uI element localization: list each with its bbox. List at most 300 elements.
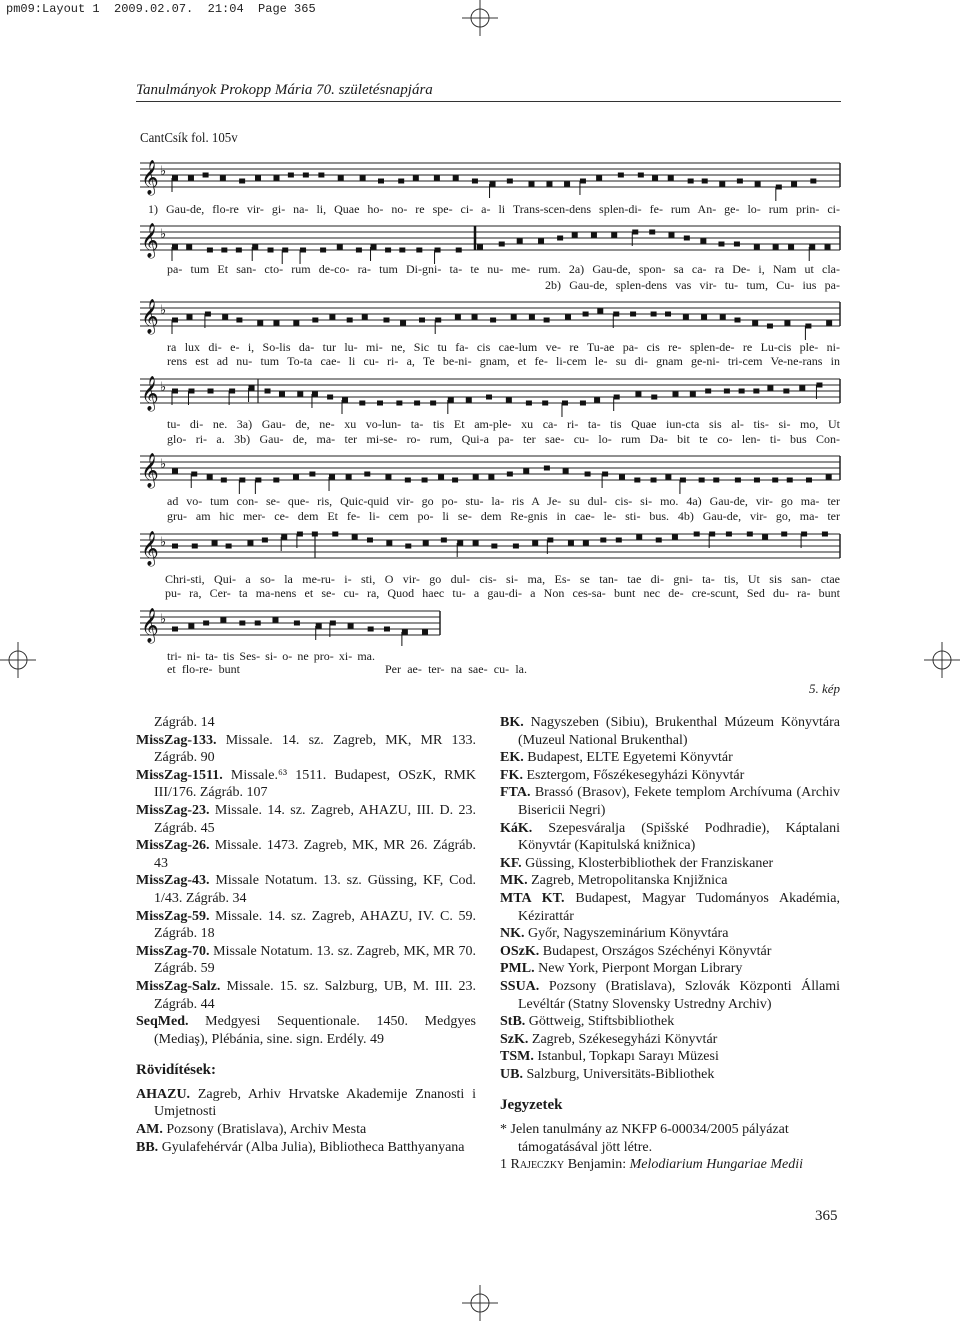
footnote [500,1121,840,1156]
neume-note [705,389,711,394]
neume-note [709,532,715,537]
abbreviations-heading: Rövidítések: [136,1062,216,1079]
flat-icon: ♭ [160,612,167,627]
entry-key: FK. [500,767,523,783]
neume-note [506,398,512,403]
flat-icon: ♭ [160,380,167,395]
neume-note [473,475,479,480]
reference-entry [500,767,840,785]
neume-note [651,312,657,317]
neume-note [507,472,513,477]
neume-note [329,315,335,320]
neume-note [288,173,294,178]
neume-note [172,627,178,632]
neume-note [747,532,753,537]
neume-note [613,312,619,317]
neume-note [293,475,299,480]
neume-note [517,239,523,244]
neume-note [438,475,444,480]
neume-note [268,248,274,253]
neume-note [799,386,805,391]
neume-note [636,535,642,540]
lyric-line: tri- ni- ta- tis Ses- si- o- ne pro- xi- ma. [167,649,375,663]
entry-key: MissZag-43. [136,873,210,889]
entry-text: Pozsony (Bratislava), Archiv Mesta [166,1122,367,1138]
neume-note [557,236,563,241]
treble-clef-icon: 𝄞 [141,299,159,334]
entry-text: Budapest, ELTE Egyetemi Könyvtár [527,750,733,766]
neume-note [564,182,570,187]
entry-key: MK. [500,873,528,889]
entry-key: PML. [500,961,535,977]
entry-text: New York, Pierpont Morgan Library [538,961,743,977]
reference-entry [136,1139,476,1157]
neume-note [172,318,178,323]
neume-note [600,538,606,543]
neume-note [455,315,461,320]
neume-note [434,176,440,181]
neume-note [632,230,638,235]
neume-note [453,176,459,181]
neume-note [422,478,428,483]
entry-key: KáK. [500,820,533,836]
entry-text: Göttweig, Stiftsbibliothek [528,1014,675,1030]
neume-note [186,315,192,320]
lyric-line: pa- tum Et san- cto- rum de-co- ra- tum Di-gni- ta- te nu- me- rum. 2a) Gau-de, spon- sa ca- ra De- i, Nam ut cla- [167,262,840,276]
reference-entry [500,1013,840,1031]
neume-note [762,535,768,540]
neume-note [205,312,211,317]
abbreviations-column [500,714,840,1174]
neume-note [356,248,362,253]
print-slug: pm09:Layout 1 2009.02.07. 21:04 Page 365 [6,2,316,16]
neume-note [826,321,832,326]
neume-note [538,239,544,244]
neume-note [580,179,586,184]
neume-note [279,392,285,397]
neume-note [726,532,732,537]
entry-text: Nagyszeben (Sibiu), Brukenthal Múzeum Könyvtára (Muzeul National Brukenthal) [518,715,841,748]
neume-note [402,630,408,635]
neume-note [282,248,288,253]
footnote-mark: 1 [500,1157,507,1173]
neume-note [316,624,322,629]
reference-entry [500,749,840,767]
neume-note [568,541,574,546]
entry-key: MissZag-23. [136,802,210,818]
neume-note [652,176,658,181]
neume-note [273,176,279,181]
neume-note [297,532,303,537]
flat-icon: ♭ [160,164,167,179]
neume-note [684,236,690,241]
entry-text: Brassó (Brasov), Fekete templom Archívuma (Archiv Bisericii Negri) [518,785,841,818]
entry-key: KF. [500,855,522,871]
neume-note [384,627,390,632]
page-number: 365 [815,1208,838,1224]
lyric-line: ra lux di- e- i, So-lis da- tur lu- mi- ne, Sic tu fa- cis cae-lum ve- re Tu-ae pa- cis re- splen-de- re Lu-cis ple- ni- [167,340,840,354]
neume-note [690,392,696,397]
neume-note [430,401,436,406]
neume-note [332,532,338,537]
neume-note [547,538,553,543]
entry-key: AM. [136,1122,163,1138]
neume-note [806,478,812,483]
neume-note [368,627,374,632]
neume-note [801,532,807,537]
neume-note [221,478,227,483]
neume-note [346,475,352,480]
neume-note [583,312,589,317]
neume-note [172,245,178,250]
neume-note [220,618,226,623]
entry-text: Missale. 14. sz. Zagreb, AHAZU, IV. C. 59. Zágráb. 18 [154,908,476,942]
neume-note [700,239,706,244]
entry-text: Istanbul, Topkapı Sarayı Müzesi [537,1049,719,1065]
neume-note [734,318,740,323]
reference-entry [500,1066,840,1084]
neume-note [472,315,478,320]
neume-note [529,315,535,320]
neume-note [312,532,318,537]
neume-note [419,318,425,323]
neume-note [702,179,708,184]
reference-entry [136,978,476,1013]
neume-note [371,245,377,250]
neume-note [787,478,793,483]
reference-entry [136,732,476,767]
entry-text: Gyulafehérvár (Alba Julia), Bibliotheca Batthyanyana [161,1139,465,1155]
neume-note [338,176,344,181]
neume-note [360,176,366,181]
neume-note [591,233,597,238]
neume-note [367,538,373,543]
treble-clef-icon: 𝄞 [141,453,159,488]
neume-note [490,318,496,323]
neume-note [383,318,389,323]
entry-text: Esztergom, Főszékesegyházi Könyvtár [526,767,745,783]
neume-note [413,176,419,181]
neume-note [781,532,787,537]
reference-continuation: Zágráb. 14 [154,715,215,730]
entry-key: SSUA. [500,978,540,994]
reference-entry [500,855,840,873]
neume-note [226,544,232,549]
neume-note [791,182,797,187]
neume-note [630,312,636,317]
neume-note [414,401,420,406]
neume-note [651,478,657,483]
neume-note [490,182,496,187]
neume-note [405,544,411,549]
footnote-title: Melodiarium Hungariae Medii [629,1157,804,1173]
reference-entry [500,1031,840,1049]
neume-note [400,321,406,326]
neume-note [614,395,620,400]
neume-note [486,395,492,400]
footnote-author: Rajeczky [510,1157,565,1173]
neume-note [472,179,478,184]
entry-key: BB. [136,1139,159,1155]
lyric-line: rens est ad nu- tum To-ta cae- li cu- ri- a, Te be-ni- gnam, et fe- li-cem le- su di- gnam ge-ni- tri-cem Ve-ne-rans in [167,354,840,368]
neume-note [448,398,454,403]
neume-note [399,248,405,253]
neume-note [466,398,472,403]
entry-key: NK. [500,926,525,942]
neume-note [713,478,719,483]
neume-note [435,318,441,323]
neume-note [477,245,483,250]
figure-caption: 5. kép [808,681,840,696]
neume-note [618,173,624,178]
neume-note [300,248,306,253]
reference-entry [500,960,840,978]
treble-clef-icon: 𝄞 [141,531,159,566]
neume-note [672,392,678,397]
neume-note [542,401,548,406]
entry-key: MissZag-Salz. [136,978,221,994]
entry-key: OSzK. [500,943,540,959]
neume-note [572,233,578,238]
neume-note [544,466,550,471]
neume-note [546,182,552,187]
neume-note [257,321,263,326]
neume-note [172,469,178,474]
neume-note [649,230,655,235]
neume-note [272,618,278,623]
entry-key: MissZag-133. [136,732,217,748]
neume-note [281,535,287,540]
neume-note [236,318,242,323]
entry-text: Zagreb, Székesegyházi Könyvtár [531,1031,718,1047]
flat-icon: ♭ [160,457,167,472]
entry-text: Missale. 14. sz. Zagreb, AHAZU, III. D. 23. Zágráb. 45 [154,802,476,836]
footnote [500,1156,840,1174]
footnote-mark: * [500,1122,507,1138]
lyric-line: et flo-re- bunt [167,662,240,676]
reference-entry [136,1086,476,1121]
entry-key: AHAZU. [136,1086,191,1102]
neume-note [753,389,759,394]
neume-note [513,544,519,549]
neume-note [265,389,271,394]
lyric-line: Chri-sti, Qui- a so- la me-ru- i- sti, O vir- go dul- cis- si- ma, Es- se tan- tae di- gni- ta- tis, Ut sis san- ctae [165,572,840,586]
neume-note [596,176,602,181]
neume-note [694,532,700,537]
neume-note [255,478,261,483]
neume-note [526,401,532,406]
neume-note [583,541,589,546]
lyric-line: pu- ra, Cer- ta ma-nens et se- cu- ra, Quod haec tu- a gau-di- a Non ces-sa- bunt nec de- cre-scunt, Sed du- ra- bunt [165,586,840,600]
neume-note [563,469,569,474]
neume-note [767,324,773,329]
neume-note [203,621,209,626]
neume-note [826,475,832,480]
reference-entry [500,714,840,749]
entry-text: Zagreb, Arhiv Hrvatske Akademije Znanosti i Umjetnosti [154,1086,476,1120]
neume-note [634,478,640,483]
entry-text: Salzburg, Universitäts-Bibliothek [526,1066,715,1082]
neume-note [348,624,354,629]
neume-note [396,401,402,406]
neume-note [456,248,462,253]
neume-note [665,475,671,480]
neume-note [772,478,778,483]
reference-entry [500,820,840,855]
running-head: Tanulmányok Prokopp Mária 70. születésnapjára [136,82,433,98]
entry-text: Budapest, Magyar Tudományos Akadémia, Kézirattár [518,890,840,924]
entry-text: Missale. 15. sz. Salzburg, UB, M. III. 23. Zágráb. 44 [154,978,476,1012]
entry-text: Güssing, Klosterbibliothek der Franziskaner [525,855,774,871]
neume-note [405,478,411,483]
neume-note [435,248,441,253]
reference-entry [136,837,476,872]
reference-entry [136,1121,476,1139]
neume-note [188,176,194,181]
entry-key: EK. [500,750,524,766]
neume-note [342,398,348,403]
reference-entry [136,943,476,978]
neume-note [665,312,671,317]
neume-note [385,248,391,253]
neume-note [473,541,479,546]
lyric-line: 1) Gau-de, flo-re vir- gi- na- li, Quae ho- no- re spe- ci- a- li Trans-scen-dens splen-di- fe- rum An- ge- lo- rum prin- ci- [148,202,840,216]
entry-text: Szepesváralja (Spišské Podhradie), Káptalani Könyvtár (Kapitulská knižnica) [518,820,841,854]
neume-note [638,173,644,178]
neume-note [611,233,617,238]
neume-note [352,535,358,540]
neume-note [318,173,324,178]
reference-entry [136,1013,476,1048]
neume-note [635,392,641,397]
neume-note [220,176,226,181]
entry-text: Missale. 1473. Zagreb, MK, MR 26. Zágráb. 43 [154,838,476,871]
neume-note [825,245,831,250]
neume-note [416,248,422,253]
neume-note [597,309,603,314]
neume-note [386,541,392,546]
neume-note [255,621,261,626]
neume-note [734,242,740,247]
neume-note [247,541,253,546]
neume-note [488,475,494,480]
figure-source: CantCsík fol. 105v [140,131,238,146]
neume-note [491,544,497,549]
reference-entry [500,890,840,925]
reference-entry [500,978,840,1013]
neume-note [191,472,197,477]
entry-text: Missale Notatum. 13. sz. Zagreb, MK, MR 70. Zágráb. 59 [154,943,476,977]
neume-note [701,315,707,320]
neume-note [303,173,309,178]
reference-entry [136,908,476,943]
entry-text: Zagreb, Metropolitanska Knjižnica [531,873,728,889]
neume-note [378,179,384,184]
neume-note [229,389,235,394]
entry-key: MissZag-70. [136,943,210,959]
footnote-text: Benjamin: [567,1157,627,1173]
neume-note [594,398,600,403]
neume-note [816,383,822,388]
entry-key: MissZag-59. [136,908,210,924]
entry-text: Missale.⁶³ 1511. Budapest, OSzK, RMK III/176. Zágráb. 107 [154,767,476,801]
neume-note [719,182,725,187]
neume-note [783,389,789,394]
neume-note [172,176,178,181]
neume-note [327,395,333,400]
neume-note [398,179,404,184]
neume-note [377,401,383,406]
neume-note [222,315,228,320]
neume-note [362,315,368,320]
flat-icon: ♭ [160,303,167,318]
neume-note [239,621,245,626]
neume-note [457,541,463,546]
neume-note [188,389,194,394]
treble-clef-icon: 𝄞 [141,376,159,411]
neume-note [262,538,268,543]
neume-note [188,624,194,629]
entry-key: MTA KT. [500,890,565,906]
neume-note [805,324,811,329]
neume-note [499,242,505,247]
entry-text: Pozsony (Bratislava), Szlovák Központi Állami Levéltár (Statny Slovensky Ustredny Archiv) [518,978,840,1012]
entry-key: MissZag-26. [136,838,210,854]
neume-note [312,318,318,323]
neume-note [651,395,657,400]
neume-note [672,535,678,540]
treble-clef-icon: 𝄞 [141,608,159,643]
entry-key: TSM. [500,1049,534,1065]
neume-note [523,469,529,474]
neume-note [212,541,218,546]
sources-column [136,714,476,1156]
neume-note [737,179,743,184]
neume-note [207,475,213,480]
neume-note [754,478,760,483]
neume-note [293,321,299,326]
entry-key: SeqMed. [136,1014,189,1030]
neume-note [773,245,779,250]
neume-note [602,472,608,477]
neume-note [810,179,816,184]
entry-text: Missale Notatum. 13. sz. Güssing, KF, Cod. 1/43. Zágráb. 34 [154,873,477,906]
neume-note [822,532,828,537]
entry-key: MissZag-1511. [136,767,223,783]
neume-note [239,478,245,483]
neume-note [565,315,571,320]
neume-note [207,248,213,253]
neume-note [347,318,353,323]
neume-note [239,179,245,184]
neume-note [329,475,335,480]
treble-clef-icon: 𝄞 [141,223,159,258]
lyric-line: ad vo- tum con- se- que- ris, Quic-quid vir- go po- stu- la- ris A Je- su dul- cis- si- mo. 4a) Gau-de, vir- go ma- ter [167,494,840,508]
treble-clef-icon: 𝄞 [141,160,159,195]
flat-icon: ♭ [160,535,167,550]
neume-note [192,544,198,549]
neume-note [273,478,279,483]
neume-note [668,233,674,238]
neume-note [656,538,662,543]
neume-note [294,621,300,626]
neume-note [718,242,724,247]
neume-note [422,630,428,635]
reference-entry [500,943,840,961]
flat-icon: ♭ [160,227,167,242]
entry-text: Missale. 14. sz. Zagreb, MK, MR 133. Zágráb. 90 [154,732,476,766]
neume-note [755,182,761,187]
